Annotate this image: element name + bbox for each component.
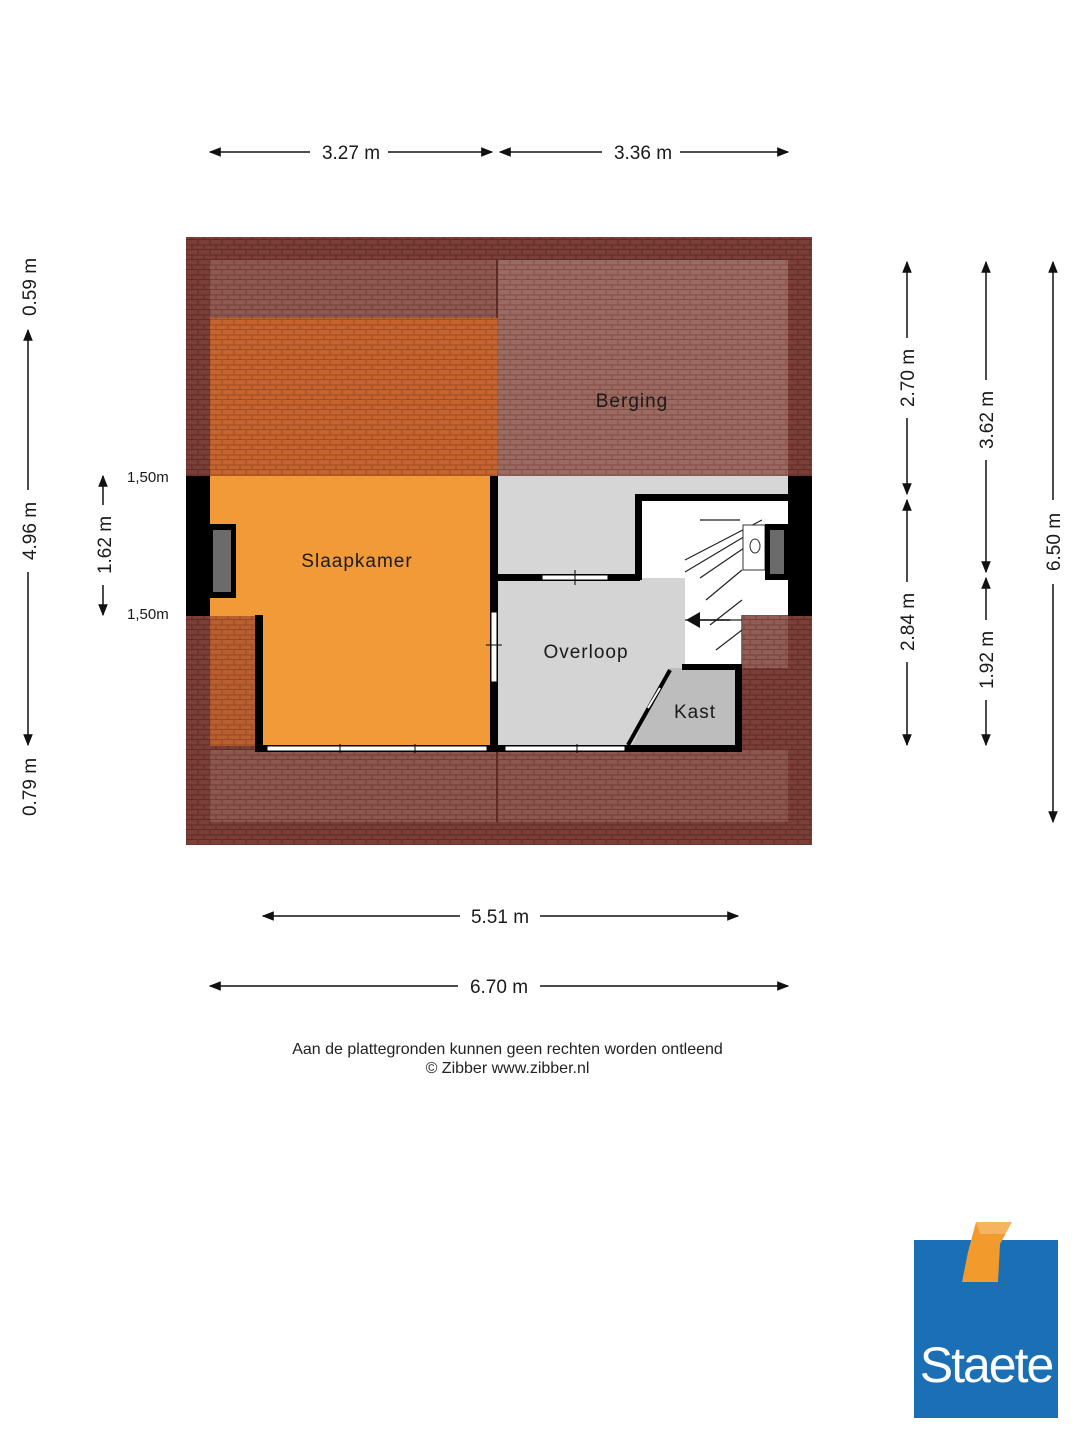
dim-top-right: 3.36 m — [613, 143, 673, 164]
dim-left-mid: 4.96 m — [20, 501, 41, 561]
room-label-berging: Berging — [595, 391, 669, 412]
room-label-kast: Kast — [673, 702, 717, 723]
dim-right-a-top: 2.70 m — [898, 348, 919, 408]
bedroom-slope-low — [210, 615, 258, 746]
dim-right-b-bottom: 1.92 m — [977, 630, 998, 690]
disclaimer-line-1: Aan de plattegronden kunnen geen rechten worden ontleend — [292, 1041, 723, 1058]
dim-left-window: 1.62 m — [95, 515, 116, 575]
dim-right-b-top: 3.62 m — [977, 390, 998, 450]
dim-bottom-outer: 6.70 m — [469, 977, 529, 998]
logo-text: Staete — [919, 1337, 1053, 1393]
staete-logo — [914, 1222, 1060, 1418]
berging-area — [497, 260, 788, 476]
room-label-overloop: Overloop — [543, 642, 629, 663]
dim-bottom-inner: 5.51 m — [470, 907, 530, 928]
roof-top-strip — [210, 260, 497, 318]
dim-right-a-bottom: 2.84 m — [898, 592, 919, 652]
dim-left-bottom: 0.79 m — [20, 757, 41, 817]
bedroom-floor — [258, 476, 492, 750]
room-label-slaapkamer: Slaapkamer — [301, 551, 413, 572]
dim-top-left: 3.27 m — [321, 143, 381, 164]
dim-left-top: 0.59 m — [20, 257, 41, 317]
bedroom-slope — [210, 318, 497, 476]
disclaimer-line-2: © Zibber www.zibber.nl — [425, 1060, 590, 1077]
dim-right-total: 6.50 m — [1044, 512, 1065, 572]
roof-bottom-strip — [210, 750, 788, 822]
height-top: 1,50m — [127, 469, 169, 486]
toilet-icon — [743, 525, 765, 570]
height-bottom: 1,50m — [127, 606, 169, 623]
